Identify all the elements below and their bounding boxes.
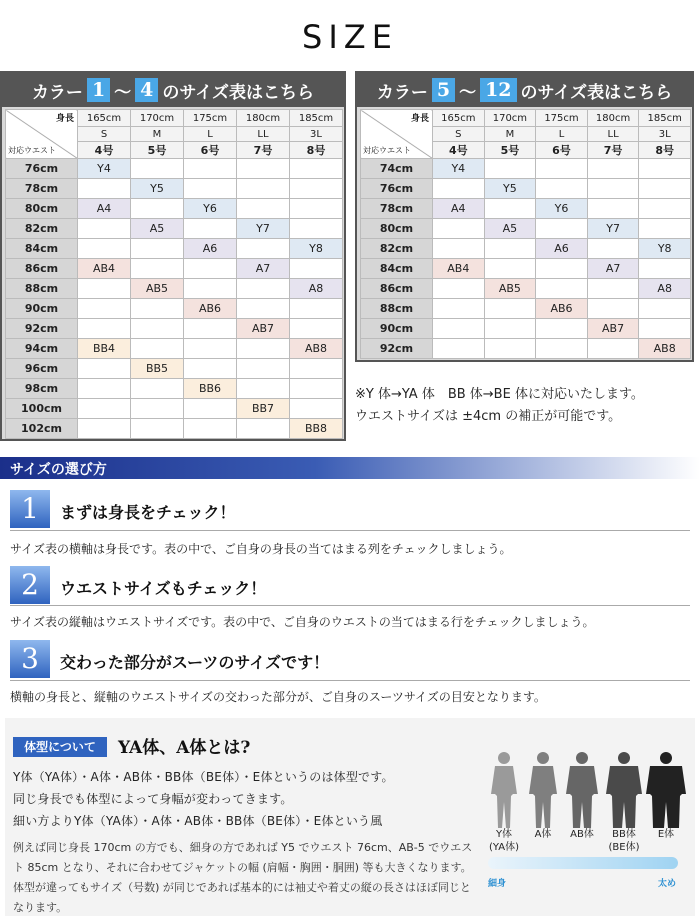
step-1-title: まずは身長をチェック！	[60, 503, 236, 522]
table-row	[361, 199, 691, 219]
step-3-number: 3	[10, 640, 50, 678]
size-cell: AB5	[131, 279, 184, 299]
size-cell: A4	[433, 199, 485, 219]
size-cell	[433, 219, 485, 239]
table-row	[361, 239, 691, 259]
size-cell	[131, 419, 184, 439]
size-cell	[536, 219, 588, 239]
size-cell	[484, 299, 536, 319]
figure-type-alias: (YA体)	[489, 842, 519, 853]
size-cell: AB8	[639, 339, 691, 359]
waist-label: 82cm	[361, 239, 433, 259]
height-header: 185cm	[290, 110, 343, 127]
waist-label: 100cm	[6, 399, 78, 419]
corner-height-label: 身長	[410, 114, 429, 124]
size-cell: AB7	[237, 319, 290, 339]
size-cell	[78, 419, 131, 439]
size-cell	[184, 259, 237, 279]
size-cell: Y5	[484, 179, 536, 199]
figure-type-alias: (BE体)	[608, 842, 640, 853]
size-cell	[587, 279, 639, 299]
size-cell: Y7	[237, 219, 290, 239]
figure-type-name: E体	[657, 829, 675, 840]
height-header: 165cm	[433, 110, 485, 127]
size-cell	[536, 179, 588, 199]
scale-left-label: 細身	[488, 879, 507, 889]
size-cell	[237, 359, 290, 379]
size-cell	[78, 319, 131, 339]
body-type-tag: 体型について	[13, 737, 107, 757]
size-cell	[131, 199, 184, 219]
table-row	[6, 399, 343, 419]
figure-type-name: A体	[534, 829, 552, 840]
height-header: 170cm	[131, 110, 184, 127]
waist-label: 74cm	[361, 159, 433, 179]
step-2-title: ウエストサイズもチェック！	[60, 579, 267, 598]
size-number-header: 5号	[131, 142, 184, 159]
table-corner	[361, 110, 433, 159]
guide-section-label: サイズの選び方	[10, 462, 107, 478]
body-figure-icon	[606, 752, 642, 828]
body-type-figures	[481, 750, 691, 830]
waist-label: 92cm	[361, 339, 433, 359]
step-1-text: サイズ表の横軸は身長です。表の中で、ご自身の身長の当てはまる列をチェックしましょう。	[10, 542, 512, 556]
figure-type-name: AB体	[570, 829, 594, 840]
size-cell	[290, 359, 343, 379]
size-cell: AB6	[536, 299, 588, 319]
size-cell: BB4	[78, 339, 131, 359]
grade-header: S	[433, 127, 485, 142]
size-cell: A5	[484, 219, 536, 239]
grade-header: 3L	[290, 127, 343, 142]
size-cell	[290, 379, 343, 399]
left-header-to: 4	[135, 78, 158, 102]
table-row	[361, 299, 691, 319]
grade-header: S	[78, 127, 131, 142]
step-2-number: 2	[10, 566, 50, 604]
size-cell	[587, 199, 639, 219]
size-number-header: 6号	[536, 142, 588, 159]
body-figure-icon	[646, 752, 686, 828]
size-cell: BB5	[131, 359, 184, 379]
size-cell	[484, 339, 536, 359]
step-2-divider	[10, 605, 690, 606]
size-cell: Y5	[131, 179, 184, 199]
size-cell	[484, 239, 536, 259]
size-cell	[290, 219, 343, 239]
table-row	[6, 379, 343, 399]
table-row	[6, 279, 343, 299]
size-number-header: 5号	[484, 142, 536, 159]
waist-label: 86cm	[6, 259, 78, 279]
size-cell: A7	[237, 259, 290, 279]
waist-label: 84cm	[6, 239, 78, 259]
size-cell	[484, 199, 536, 219]
size-cell: A6	[184, 239, 237, 259]
right-header-post: のサイズ表はこちら	[520, 82, 673, 103]
table-row	[6, 319, 343, 339]
size-cell	[639, 259, 691, 279]
size-cell: BB6	[184, 379, 237, 399]
size-cell	[536, 279, 588, 299]
size-cell	[184, 359, 237, 379]
size-cell	[131, 399, 184, 419]
waist-label: 88cm	[6, 279, 78, 299]
table-row	[361, 319, 691, 339]
step-2-text: サイズ表の縦軸はウエストサイズです。表の中で、ご自身のウエストの当てはまる行をチェックしましょう。	[10, 615, 595, 629]
body-type-title: YA体、A体とは?	[118, 738, 251, 758]
size-cell	[237, 159, 290, 179]
size-cell: AB6	[184, 299, 237, 319]
size-number-header: 4号	[78, 142, 131, 159]
table-row	[6, 159, 343, 179]
waist-label: 98cm	[6, 379, 78, 399]
right-header-tilde: ～	[459, 82, 477, 103]
table-row	[361, 219, 691, 239]
body-type-line-1: Y体（YA体）・A体・AB体・BB体（BE体）・E体というのは体型です。	[13, 770, 394, 784]
size-cell	[639, 179, 691, 199]
body-figure-label	[602, 828, 646, 854]
size-cell: Y4	[433, 159, 485, 179]
table-row	[6, 239, 343, 259]
grade-header: L	[536, 127, 588, 142]
body-figure-label	[560, 828, 604, 841]
size-cell	[237, 199, 290, 219]
step-1-divider	[10, 530, 690, 531]
waist-label: 76cm	[6, 159, 78, 179]
size-cell	[433, 299, 485, 319]
size-cell	[237, 279, 290, 299]
size-cell: BB8	[290, 419, 343, 439]
waist-label: 80cm	[361, 219, 433, 239]
size-cell	[433, 319, 485, 339]
size-cell: AB8	[290, 339, 343, 359]
height-header: 165cm	[78, 110, 131, 127]
size-cell	[131, 319, 184, 339]
size-cell	[536, 319, 588, 339]
body-figure-icon	[529, 752, 557, 828]
size-cell	[639, 319, 691, 339]
size-cell	[536, 339, 588, 359]
size-cell	[290, 299, 343, 319]
size-cell: Y8	[290, 239, 343, 259]
size-cell	[184, 319, 237, 339]
size-cell	[484, 319, 536, 339]
table-row	[361, 179, 691, 199]
grade-header: M	[131, 127, 184, 142]
body-type-example: 例えば同じ身長 170cm の方でも、細身の方であれば Y5 でウエスト 76cm、AB-5 でウエスト 85cm となり、それに合わせてジャケットの幅 (肩幅・胸囲・胴囲) 等も大きくなります。体型が違ってもサイズ（号数) が同じであれば基本的には袖丈や着丈の縦の長さはほぼ同じとなります。	[13, 841, 473, 914]
height-header: 175cm	[184, 110, 237, 127]
size-cell: Y6	[184, 199, 237, 219]
size-cell	[484, 159, 536, 179]
size-cell	[184, 279, 237, 299]
size-cell: AB7	[587, 319, 639, 339]
waist-label: 96cm	[6, 359, 78, 379]
body-figure-icon	[491, 752, 517, 828]
size-cell	[290, 319, 343, 339]
body-figure-icon	[566, 752, 598, 828]
waist-label: 76cm	[361, 179, 433, 199]
size-cell	[290, 399, 343, 419]
size-cell	[587, 339, 639, 359]
grade-header: LL	[237, 127, 290, 142]
size-cell: Y6	[536, 199, 588, 219]
waist-label: 92cm	[6, 319, 78, 339]
size-cell	[237, 179, 290, 199]
height-header: 180cm	[237, 110, 290, 127]
left-header-post: のサイズ表はこちら	[162, 82, 315, 103]
waist-label: 90cm	[361, 319, 433, 339]
grade-header: LL	[587, 127, 639, 142]
size-cell	[78, 299, 131, 319]
size-cell	[184, 159, 237, 179]
size-cell	[639, 199, 691, 219]
table-row	[6, 179, 343, 199]
size-cell	[484, 259, 536, 279]
left-table-grid	[5, 109, 343, 439]
right-table-grid	[360, 109, 691, 359]
size-cell	[290, 259, 343, 279]
note-line-1: ※Y 体→YA 体 BB 体→BE 体に対応いたします。	[355, 387, 644, 402]
left-header-from: 1	[87, 78, 110, 102]
height-header: 175cm	[536, 110, 588, 127]
size-cell	[237, 379, 290, 399]
size-cell: A6	[536, 239, 588, 259]
size-cell	[290, 199, 343, 219]
height-header: 185cm	[639, 110, 691, 127]
size-cell	[184, 419, 237, 439]
table-corner	[6, 110, 78, 159]
size-cell	[184, 399, 237, 419]
size-cell	[78, 359, 131, 379]
size-cell: AB4	[433, 259, 485, 279]
size-cell	[184, 219, 237, 239]
table-row	[361, 259, 691, 279]
table-row	[6, 299, 343, 319]
size-cell: Y4	[78, 159, 131, 179]
step-1-number: 1	[10, 490, 50, 528]
size-cell	[131, 259, 184, 279]
size-cell	[78, 279, 131, 299]
step-3-title: 交わった部分がスーツのサイズです！	[60, 653, 330, 672]
body-figure-label	[644, 828, 688, 841]
size-cell: A7	[587, 259, 639, 279]
table-row	[6, 419, 343, 439]
table-row	[361, 159, 691, 179]
step-3-text: 横軸の身長と、縦軸のウエストサイズの交わった部分が、ご自身のスーツサイズの目安となります。	[10, 690, 546, 704]
size-cell	[290, 179, 343, 199]
left-header-tilde: ～	[114, 82, 132, 103]
waist-label: 82cm	[6, 219, 78, 239]
right-size-table	[355, 71, 694, 362]
size-cell	[587, 179, 639, 199]
grade-header: 3L	[639, 127, 691, 142]
size-cell: AB4	[78, 259, 131, 279]
waist-label: 78cm	[6, 179, 78, 199]
corner-waist-label: 対応ウエスト	[8, 146, 56, 155]
size-cell	[536, 259, 588, 279]
left-table-header	[2, 73, 344, 107]
body-figure-label	[482, 828, 526, 854]
waist-label: 94cm	[6, 339, 78, 359]
right-header-to: 12	[480, 78, 516, 102]
waist-label: 80cm	[6, 199, 78, 219]
size-cell	[78, 399, 131, 419]
size-number-header: 8号	[290, 142, 343, 159]
waist-label: 88cm	[361, 299, 433, 319]
grade-header: L	[184, 127, 237, 142]
size-number-header: 7号	[587, 142, 639, 159]
scale-right-label: 太め	[658, 879, 677, 889]
size-number-header: 8号	[639, 142, 691, 159]
slim-to-wide-scale	[488, 857, 678, 869]
step-3-divider	[10, 680, 690, 681]
size-cell	[587, 239, 639, 259]
size-number-header: 4号	[433, 142, 485, 159]
height-header: 170cm	[484, 110, 536, 127]
size-cell	[131, 379, 184, 399]
size-cell	[78, 239, 131, 259]
corner-height-label: 身長	[55, 114, 74, 124]
size-cell	[184, 179, 237, 199]
left-header-pre: カラー	[31, 82, 83, 103]
size-cell	[78, 379, 131, 399]
size-number-header: 6号	[184, 142, 237, 159]
table-row	[6, 359, 343, 379]
table-row	[6, 199, 343, 219]
size-cell: BB7	[237, 399, 290, 419]
size-cell	[78, 179, 131, 199]
size-cell	[131, 339, 184, 359]
size-number-header: 7号	[237, 142, 290, 159]
body-figure-label	[521, 828, 565, 841]
size-cell	[131, 239, 184, 259]
table-row	[361, 279, 691, 299]
page-title: SIZE	[302, 18, 398, 56]
waist-label: 84cm	[361, 259, 433, 279]
body-type-line-3: 細い方よりY体（YA体）・A体・AB体・BB体（BE体）・E体という風	[13, 814, 383, 828]
size-cell: AB5	[484, 279, 536, 299]
size-cell	[433, 179, 485, 199]
size-cell	[639, 299, 691, 319]
size-cell	[536, 159, 588, 179]
waist-label: 90cm	[6, 299, 78, 319]
size-cell	[237, 299, 290, 319]
table-row	[6, 259, 343, 279]
size-cell	[587, 299, 639, 319]
size-cell	[237, 339, 290, 359]
size-cell: A8	[290, 279, 343, 299]
size-cell	[237, 239, 290, 259]
table-row	[361, 339, 691, 359]
size-cell	[433, 279, 485, 299]
right-header-from: 5	[432, 78, 455, 102]
size-cell	[184, 339, 237, 359]
note-line-2: ウエストサイズは ±4cm の補正が可能です。	[355, 409, 622, 424]
size-cell: A4	[78, 199, 131, 219]
size-cell	[433, 339, 485, 359]
table-row	[6, 339, 343, 359]
table-row	[6, 219, 343, 239]
height-header: 180cm	[587, 110, 639, 127]
size-cell	[131, 299, 184, 319]
corner-waist-label: 対応ウエスト	[363, 146, 411, 155]
right-table-header	[357, 73, 692, 107]
size-cell	[587, 159, 639, 179]
size-cell: Y8	[639, 239, 691, 259]
waist-label: 78cm	[361, 199, 433, 219]
size-cell: Y7	[587, 219, 639, 239]
size-cell: A5	[131, 219, 184, 239]
size-cell	[78, 219, 131, 239]
size-cell	[639, 159, 691, 179]
grade-header: M	[484, 127, 536, 142]
right-header-pre: カラー	[376, 82, 428, 103]
body-type-line-2: 同じ身長でも体型によって身幅が変わってきます。	[13, 792, 293, 806]
left-size-table	[0, 71, 346, 441]
figure-type-name: BB体	[612, 829, 636, 840]
size-cell: A8	[639, 279, 691, 299]
size-cell	[433, 239, 485, 259]
waist-label: 86cm	[361, 279, 433, 299]
waist-label: 102cm	[6, 419, 78, 439]
figure-type-name: Y体	[495, 829, 513, 840]
size-cell	[131, 159, 184, 179]
size-cell	[639, 219, 691, 239]
size-note	[355, 384, 644, 428]
size-cell	[237, 419, 290, 439]
size-cell	[290, 159, 343, 179]
